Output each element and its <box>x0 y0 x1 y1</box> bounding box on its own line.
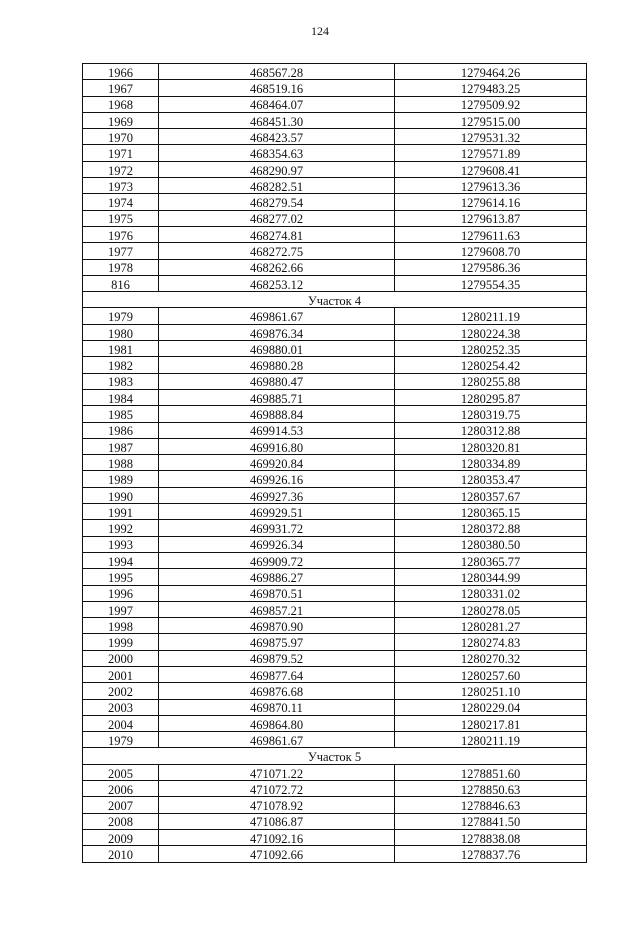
x-coordinate-cell: 469864.80 <box>159 715 395 731</box>
x-coordinate-cell: 469880.47 <box>159 373 395 389</box>
x-coordinate-cell: 469929.51 <box>159 504 395 520</box>
y-coordinate-cell: 1278846.63 <box>395 797 587 813</box>
y-coordinate-cell: 1280380.50 <box>395 536 587 552</box>
y-coordinate-cell: 1279608.41 <box>395 161 587 177</box>
point-number-cell: 1981 <box>83 341 159 357</box>
table-row <box>83 324 587 340</box>
y-coordinate-cell: 1280331.02 <box>395 585 587 601</box>
y-coordinate-cell: 1278841.50 <box>395 813 587 829</box>
y-coordinate-cell: 1280353.47 <box>395 471 587 487</box>
x-coordinate-cell: 471078.92 <box>159 797 395 813</box>
y-coordinate-cell: 1280372.88 <box>395 520 587 536</box>
point-number-cell: 2010 <box>83 846 159 862</box>
y-coordinate-cell: 1280254.42 <box>395 357 587 373</box>
table-row <box>83 373 587 389</box>
table-row <box>83 781 587 797</box>
point-number-cell: 2009 <box>83 829 159 845</box>
x-coordinate-cell: 469914.53 <box>159 422 395 438</box>
x-coordinate-cell: 469916.80 <box>159 438 395 454</box>
point-number-cell: 1999 <box>83 634 159 650</box>
point-number-cell: 1968 <box>83 96 159 112</box>
y-coordinate-cell: 1279611.63 <box>395 226 587 242</box>
y-coordinate-cell: 1280344.99 <box>395 569 587 585</box>
table-row <box>83 259 587 275</box>
y-coordinate-cell: 1280252.35 <box>395 341 587 357</box>
point-number-cell: 1985 <box>83 406 159 422</box>
x-coordinate-cell: 469886.27 <box>159 569 395 585</box>
y-coordinate-cell: 1280320.81 <box>395 438 587 454</box>
y-coordinate-cell: 1280365.77 <box>395 552 587 568</box>
x-coordinate-cell: 471071.22 <box>159 764 395 780</box>
table-row <box>83 797 587 813</box>
table-row <box>83 438 587 454</box>
point-number-cell: 1966 <box>83 64 159 80</box>
x-coordinate-cell: 469927.36 <box>159 487 395 503</box>
point-number-cell: 1986 <box>83 422 159 438</box>
section-title: Участок 4 <box>83 292 587 308</box>
x-coordinate-cell: 468282.51 <box>159 178 395 194</box>
table-row <box>83 650 587 666</box>
x-coordinate-cell: 468290.97 <box>159 161 395 177</box>
table-row <box>83 601 587 617</box>
point-number-cell: 1995 <box>83 569 159 585</box>
point-number-cell: 1972 <box>83 161 159 177</box>
x-coordinate-cell: 471092.16 <box>159 829 395 845</box>
point-number-cell: 2006 <box>83 781 159 797</box>
table-row <box>83 504 587 520</box>
table-row <box>83 422 587 438</box>
y-coordinate-cell: 1278838.08 <box>395 829 587 845</box>
y-coordinate-cell: 1279614.16 <box>395 194 587 210</box>
point-number-cell: 1994 <box>83 552 159 568</box>
table-row <box>83 112 587 128</box>
y-coordinate-cell: 1280357.67 <box>395 487 587 503</box>
table-row <box>83 552 587 568</box>
point-number-cell: 1996 <box>83 585 159 601</box>
y-coordinate-cell: 1279464.26 <box>395 64 587 80</box>
y-coordinate-cell: 1278850.63 <box>395 781 587 797</box>
point-number-cell: 1984 <box>83 389 159 405</box>
y-coordinate-cell: 1280251.10 <box>395 683 587 699</box>
point-number-cell: 1992 <box>83 520 159 536</box>
y-coordinate-cell: 1280224.38 <box>395 324 587 340</box>
y-coordinate-cell: 1280255.88 <box>395 373 587 389</box>
table-row <box>83 406 587 422</box>
page-number: 124 <box>311 24 329 38</box>
x-coordinate-cell: 469870.51 <box>159 585 395 601</box>
point-number-cell: 1978 <box>83 259 159 275</box>
table-row <box>83 341 587 357</box>
table-row <box>83 715 587 731</box>
table-row <box>83 585 587 601</box>
x-coordinate-cell: 469926.16 <box>159 471 395 487</box>
x-coordinate-cell: 469876.68 <box>159 683 395 699</box>
section-title: Участок 5 <box>83 748 587 764</box>
point-number-cell: 1975 <box>83 210 159 226</box>
point-number-cell: 1973 <box>83 178 159 194</box>
y-coordinate-cell: 1280278.05 <box>395 601 587 617</box>
point-number-cell: 1988 <box>83 455 159 471</box>
x-coordinate-cell: 468262.66 <box>159 259 395 275</box>
y-coordinate-cell: 1280211.19 <box>395 308 587 324</box>
y-coordinate-cell: 1279483.25 <box>395 80 587 96</box>
table-row <box>83 64 587 80</box>
point-number-cell: 2004 <box>83 715 159 731</box>
x-coordinate-cell: 469861.67 <box>159 308 395 324</box>
y-coordinate-cell: 1280365.15 <box>395 504 587 520</box>
table-row <box>83 243 587 259</box>
coordinates-table <box>82 63 587 863</box>
point-number-cell: 1987 <box>83 438 159 454</box>
x-coordinate-cell: 469857.21 <box>159 601 395 617</box>
point-number-cell: 1971 <box>83 145 159 161</box>
x-coordinate-cell: 469870.90 <box>159 618 395 634</box>
point-number-cell: 1983 <box>83 373 159 389</box>
point-number-cell: 2003 <box>83 699 159 715</box>
point-number-cell: 1991 <box>83 504 159 520</box>
x-coordinate-cell: 469926.34 <box>159 536 395 552</box>
x-coordinate-cell: 469880.01 <box>159 341 395 357</box>
point-number-cell: 2000 <box>83 650 159 666</box>
table-row <box>83 471 587 487</box>
x-coordinate-cell: 469880.28 <box>159 357 395 373</box>
x-coordinate-cell: 471086.87 <box>159 813 395 829</box>
table-row <box>83 226 587 242</box>
table-row <box>83 96 587 112</box>
y-coordinate-cell: 1280270.32 <box>395 650 587 666</box>
table-row <box>83 666 587 682</box>
x-coordinate-cell: 468354.63 <box>159 145 395 161</box>
y-coordinate-cell: 1279586.36 <box>395 259 587 275</box>
table-row <box>83 455 587 471</box>
y-coordinate-cell: 1280281.27 <box>395 618 587 634</box>
y-coordinate-cell: 1278837.76 <box>395 846 587 862</box>
point-number-cell: 1969 <box>83 112 159 128</box>
x-coordinate-cell: 469876.34 <box>159 324 395 340</box>
table-row <box>83 357 587 373</box>
table-row <box>83 210 587 226</box>
x-coordinate-cell: 469920.84 <box>159 455 395 471</box>
y-coordinate-cell: 1280274.83 <box>395 634 587 650</box>
y-coordinate-cell: 1279554.35 <box>395 275 587 291</box>
x-coordinate-cell: 469909.72 <box>159 552 395 568</box>
point-number-cell: 2007 <box>83 797 159 813</box>
table-row <box>83 813 587 829</box>
point-number-cell: 1979 <box>83 732 159 748</box>
x-coordinate-cell: 468567.28 <box>159 64 395 80</box>
y-coordinate-cell: 1280334.89 <box>395 455 587 471</box>
table-row <box>83 699 587 715</box>
point-number-cell: 1998 <box>83 618 159 634</box>
y-coordinate-cell: 1280211.19 <box>395 732 587 748</box>
table-row <box>83 275 587 291</box>
y-coordinate-cell: 1280312.88 <box>395 422 587 438</box>
y-coordinate-cell: 1279509.92 <box>395 96 587 112</box>
x-coordinate-cell: 471072.72 <box>159 781 395 797</box>
x-coordinate-cell: 469875.97 <box>159 634 395 650</box>
point-number-cell: 1990 <box>83 487 159 503</box>
table-row <box>83 683 587 699</box>
x-coordinate-cell: 469931.72 <box>159 520 395 536</box>
point-number-cell: 816 <box>83 275 159 291</box>
y-coordinate-cell: 1280257.60 <box>395 666 587 682</box>
x-coordinate-cell: 469879.52 <box>159 650 395 666</box>
x-coordinate-cell: 468279.54 <box>159 194 395 210</box>
table-row <box>83 846 587 862</box>
point-number-cell: 2008 <box>83 813 159 829</box>
x-coordinate-cell: 471092.66 <box>159 846 395 862</box>
table-row <box>83 732 587 748</box>
point-number-cell: 1989 <box>83 471 159 487</box>
table-row <box>83 389 587 405</box>
table-row <box>83 178 587 194</box>
x-coordinate-cell: 469870.11 <box>159 699 395 715</box>
y-coordinate-cell: 1279613.87 <box>395 210 587 226</box>
point-number-cell: 2001 <box>83 666 159 682</box>
point-number-cell: 1967 <box>83 80 159 96</box>
x-coordinate-cell: 469861.67 <box>159 732 395 748</box>
table-row <box>83 520 587 536</box>
point-number-cell: 2002 <box>83 683 159 699</box>
section-header-row <box>83 748 587 764</box>
table-row <box>83 129 587 145</box>
section-header-row <box>83 292 587 308</box>
coordinates-table-body <box>83 64 587 863</box>
y-coordinate-cell: 1279613.36 <box>395 178 587 194</box>
table-row <box>83 161 587 177</box>
y-coordinate-cell: 1280217.81 <box>395 715 587 731</box>
table-row <box>83 829 587 845</box>
y-coordinate-cell: 1278851.60 <box>395 764 587 780</box>
table-row <box>83 308 587 324</box>
point-number-cell: 1970 <box>83 129 159 145</box>
y-coordinate-cell: 1279571.89 <box>395 145 587 161</box>
y-coordinate-cell: 1279608.70 <box>395 243 587 259</box>
y-coordinate-cell: 1279515.00 <box>395 112 587 128</box>
x-coordinate-cell: 468451.30 <box>159 112 395 128</box>
x-coordinate-cell: 469877.64 <box>159 666 395 682</box>
point-number-cell: 1993 <box>83 536 159 552</box>
x-coordinate-cell: 468519.16 <box>159 80 395 96</box>
point-number-cell: 1979 <box>83 308 159 324</box>
table-row <box>83 145 587 161</box>
table-row <box>83 569 587 585</box>
point-number-cell: 1982 <box>83 357 159 373</box>
x-coordinate-cell: 468272.75 <box>159 243 395 259</box>
x-coordinate-cell: 469885.71 <box>159 389 395 405</box>
table-row <box>83 618 587 634</box>
point-number-cell: 1976 <box>83 226 159 242</box>
table-row <box>83 536 587 552</box>
x-coordinate-cell: 468277.02 <box>159 210 395 226</box>
x-coordinate-cell: 469888.84 <box>159 406 395 422</box>
y-coordinate-cell: 1279531.32 <box>395 129 587 145</box>
point-number-cell: 1980 <box>83 324 159 340</box>
table-row <box>83 764 587 780</box>
x-coordinate-cell: 468464.07 <box>159 96 395 112</box>
point-number-cell: 1997 <box>83 601 159 617</box>
x-coordinate-cell: 468253.12 <box>159 275 395 291</box>
table-row <box>83 80 587 96</box>
x-coordinate-cell: 468423.57 <box>159 129 395 145</box>
y-coordinate-cell: 1280229.04 <box>395 699 587 715</box>
table-row <box>83 194 587 210</box>
x-coordinate-cell: 468274.81 <box>159 226 395 242</box>
y-coordinate-cell: 1280319.75 <box>395 406 587 422</box>
point-number-cell: 2005 <box>83 764 159 780</box>
y-coordinate-cell: 1280295.87 <box>395 389 587 405</box>
point-number-cell: 1974 <box>83 194 159 210</box>
table-row <box>83 487 587 503</box>
table-row <box>83 634 587 650</box>
point-number-cell: 1977 <box>83 243 159 259</box>
